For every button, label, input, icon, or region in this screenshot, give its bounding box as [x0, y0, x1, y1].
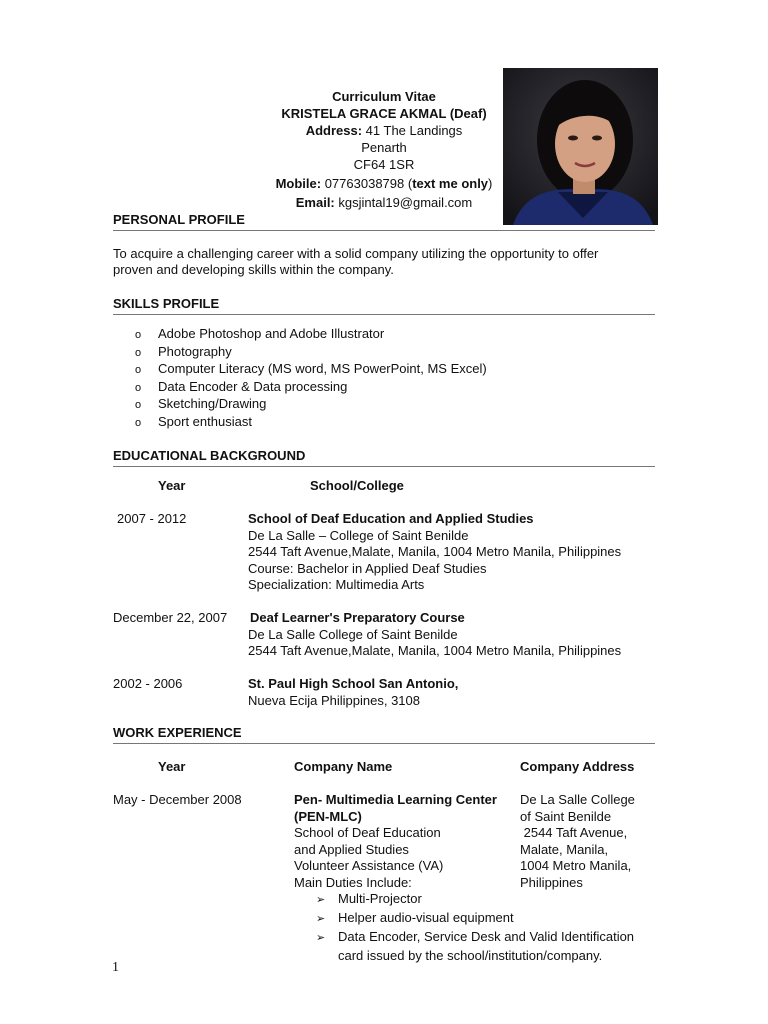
- education-entry-1: School of Deaf Education and Applied Studies De La Salle – College of Saint Benilde 2544 Taft Avenue,Malate, Manila, 1004 Metro Manila, Philippines Course: Bachelor in Applied Deaf Studies Specialization: Multimedia Arts: [248, 511, 622, 592]
- education-year-1: 2007 - 2012: [117, 511, 187, 526]
- mobile-value: 07763038798 (: [321, 176, 413, 191]
- cv-title: Curriculum Vitae: [332, 89, 436, 104]
- personal-profile-text: [113, 246, 653, 278]
- duty-item: ➢ Multi-Projector: [316, 890, 634, 909]
- education-entry-2: Deaf Learner's Preparatory Course De La Salle College of Saint Benilde 2544 Taft Avenue,Malate, Manila, 1004 Metro Manila, Philippines: [248, 610, 622, 658]
- email-value: kgsjintal19@gmail.com: [334, 195, 473, 210]
- mobile-label: Mobile:: [275, 176, 322, 191]
- education-col-school: School/College: [310, 478, 404, 493]
- personal-profile-heading: PERSONAL PROFILE: [113, 212, 655, 231]
- skill-item: o Photography: [135, 343, 487, 361]
- arrow-bullet-icon: ➢: [316, 894, 326, 906]
- address-line-2: Penarth: [361, 140, 407, 155]
- arrow-bullet-icon: ➢: [316, 932, 326, 944]
- arrow-bullet-icon: ➢: [316, 913, 326, 925]
- skill-item: o Sport enthusiast: [135, 413, 487, 431]
- work-company: Pen- Multimedia Learning Center (PEN-MLC) School of Deaf Education and Applied Studies Volunteer Assistance (VA) Main Duties Include:: [294, 792, 497, 890]
- education-year-3: 2002 - 2006: [113, 676, 183, 691]
- email-line: [258, 194, 510, 211]
- duty-item: ➢ Helper audio-visual equipment: [316, 909, 634, 928]
- work-experience-heading: WORK EXPERIENCE: [113, 725, 655, 744]
- address-label: Address:: [305, 123, 363, 138]
- education-entry-3: St. Paul High School San Antonio, Nueva Ecija Philippines, 3108: [248, 676, 459, 708]
- education-year-2: December 22, 2007: [113, 610, 228, 625]
- mobile-note: text me only: [412, 176, 489, 191]
- work-address: De La Salle College of Saint Benilde 2544 Taft Avenue, Malate, Manila, 1004 Metro Manila, Philippines: [520, 792, 635, 890]
- page-number: 1: [112, 960, 119, 975]
- education-heading: EDUCATIONAL BACKGROUND: [113, 448, 655, 467]
- personal-profile-line-1: To acquire a challenging career with a solid company utilizing the opportunity to offer: [113, 246, 599, 261]
- email-label: Email:: [295, 195, 335, 210]
- bullet-icon: o: [135, 399, 142, 412]
- duty-item: ➢ Data Encoder, Service Desk and Valid Identification: [316, 928, 634, 947]
- skill-item: o Data Encoder & Data processing: [135, 378, 487, 396]
- bullet-icon: o: [135, 364, 142, 377]
- work-col-company: Company Name: [294, 759, 393, 774]
- skills-profile-heading: SKILLS PROFILE: [113, 296, 655, 315]
- bullet-icon: o: [135, 346, 142, 359]
- skill-item: o Adobe Photoshop and Adobe Illustrator: [135, 325, 487, 343]
- bullet-icon: o: [135, 381, 142, 394]
- duty-item-continuation: card issued by the school/institution/company.: [338, 948, 603, 963]
- portrait-illustration: [503, 68, 658, 225]
- work-col-address: Company Address: [520, 759, 635, 774]
- education-col-year: Year: [158, 478, 186, 493]
- address-value: 41 The Landings: [362, 123, 463, 138]
- profile-photo: [503, 68, 658, 225]
- bullet-icon: o: [135, 329, 142, 341]
- skills-list: [135, 325, 487, 431]
- cv-header: [258, 88, 510, 211]
- work-col-year: Year: [158, 759, 186, 774]
- work-year: May - December 2008: [113, 792, 242, 807]
- mobile-close: ): [488, 176, 493, 191]
- address-line-3: CF64 1SR: [353, 157, 415, 172]
- personal-profile-line-2: proven and developing skills within the company.: [113, 262, 394, 277]
- skill-item: o Computer Literacy (MS word, MS PowerPoint, MS Excel): [135, 360, 487, 378]
- bullet-icon: o: [135, 416, 142, 429]
- skill-item: o Sketching/Drawing: [135, 395, 487, 413]
- duties-list: [316, 890, 634, 964]
- address-line-1: [258, 122, 510, 139]
- candidate-name: KRISTELA GRACE AKMAL (Deaf): [281, 106, 487, 121]
- mobile-line: [258, 175, 510, 192]
